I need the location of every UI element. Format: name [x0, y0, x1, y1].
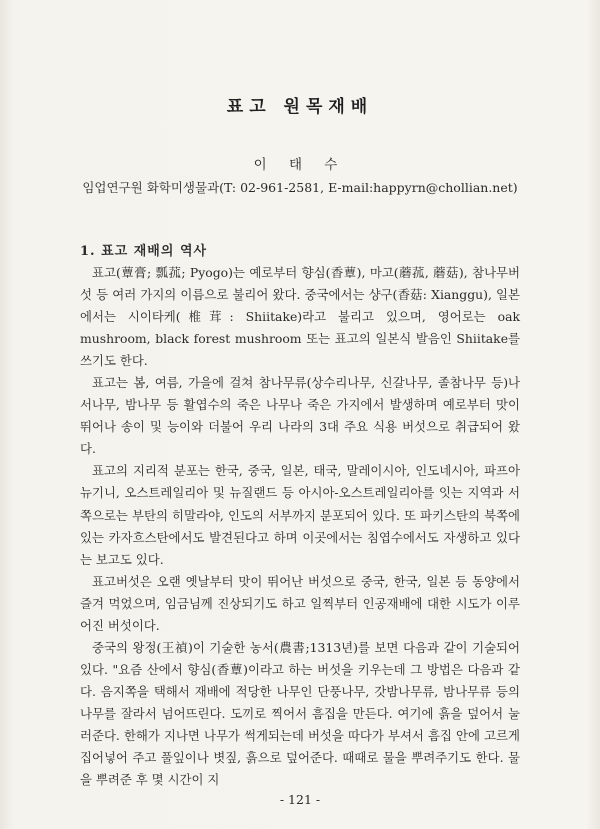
body-paragraph: 표고는 봄, 여름, 가을에 걸쳐 참나무류(상수리나무, 신갈나무, 졸참나무 등)나 서나무, 밤나무 등 활엽수의 죽은 나무나 죽은 가지에서 발생하며 예로부터 맛이 뛰어나 송이 및 능이와 더불어 우리 나라의 3대 주요 식용 버섯으로 취급되어 왔다. — [80, 375, 520, 457]
section-body — [80, 262, 520, 791]
author-affiliation: 임업연구원 화학미생물과(T: 02-961-2581, E-mail:happyrn@chollian.net) — [82, 180, 518, 195]
body-paragraph: 표고(蕈膏; 瓢菰; Pyogo)는 예로부터 향심(香蕈), 마고(蘑菰, 蘑菇), 참나무버섯 등 여러 가지의 이름으로 불리어 왔다. 중국에서는 샹구(香菇: Xianggu), 일본에서는 시이타케(椎茸: Shiitake)라고 불리고 있으며, 영어로는 oak mushroom, black forest mushroom 또는 표고의 일본식 발음인 Shiitake를 쓰기도 한다. — [80, 265, 520, 369]
body-paragraph: 표고버섯은 오랜 옛날부터 맛이 뛰어난 버섯으로 중국, 한국, 일본 등 동양에서 즐겨 먹었으며, 임금님께 진상되기도 하고 일찍부터 인공재배에 대한 시도가 이루어진 버섯이다. — [80, 573, 520, 633]
author-name: 이 태 수 — [253, 157, 347, 173]
page-number: - 121 - — [279, 792, 321, 807]
body-paragraph: 표고의 지리적 분포는 한국, 중국, 일본, 태국, 말레이시아, 인도네시아, 파프아뉴기니, 오스트레일리아 및 뉴질랜드 등 아시아-오스트레일리아를 잇는 지역과 서쪽으로는 부탄의 히말라야, 인도의 서부까지 분포되어 있다. 또 파키스탄의 북쪽에 있는 카자흐스탄에서도 발견된다고 하며 이곳에서는 침엽수에서도 자생하고 있다는 보고도 있다. — [80, 463, 520, 567]
document-title: 표고 원목재배 — [226, 97, 374, 117]
section-heading: 1. 표고 재배의 역사 — [80, 244, 208, 259]
body-paragraph: 중국의 왕정(王禎)이 기술한 농서(農書;1313년)를 보면 다음과 같이 기술되어 있다. "요즘 산에서 향심(香蕈)이라고 하는 버섯을 키우는데 그 방법은 다음과 같다. 음지쪽을 택해서 재배에 적당한 나무인 단풍나무, 갓밤나무류, 밤나무류 등의 나무를 잘라서 넘어뜨린다. 도끼로 찍어서 흠집을 만든다. 여기에 흙을 덮어서 눌러준다. 한해가 지나면 나무가 썩게되는데 버섯을 따다가 부셔서 흠집 안에 고르게 집어넣어 주고 풀잎이나 볏짚, 흙으로 덮어준다. 때때로 물을 뿌려주기도 한다. 물을 뿌려준 후 몇 시간이 지 — [80, 639, 520, 788]
